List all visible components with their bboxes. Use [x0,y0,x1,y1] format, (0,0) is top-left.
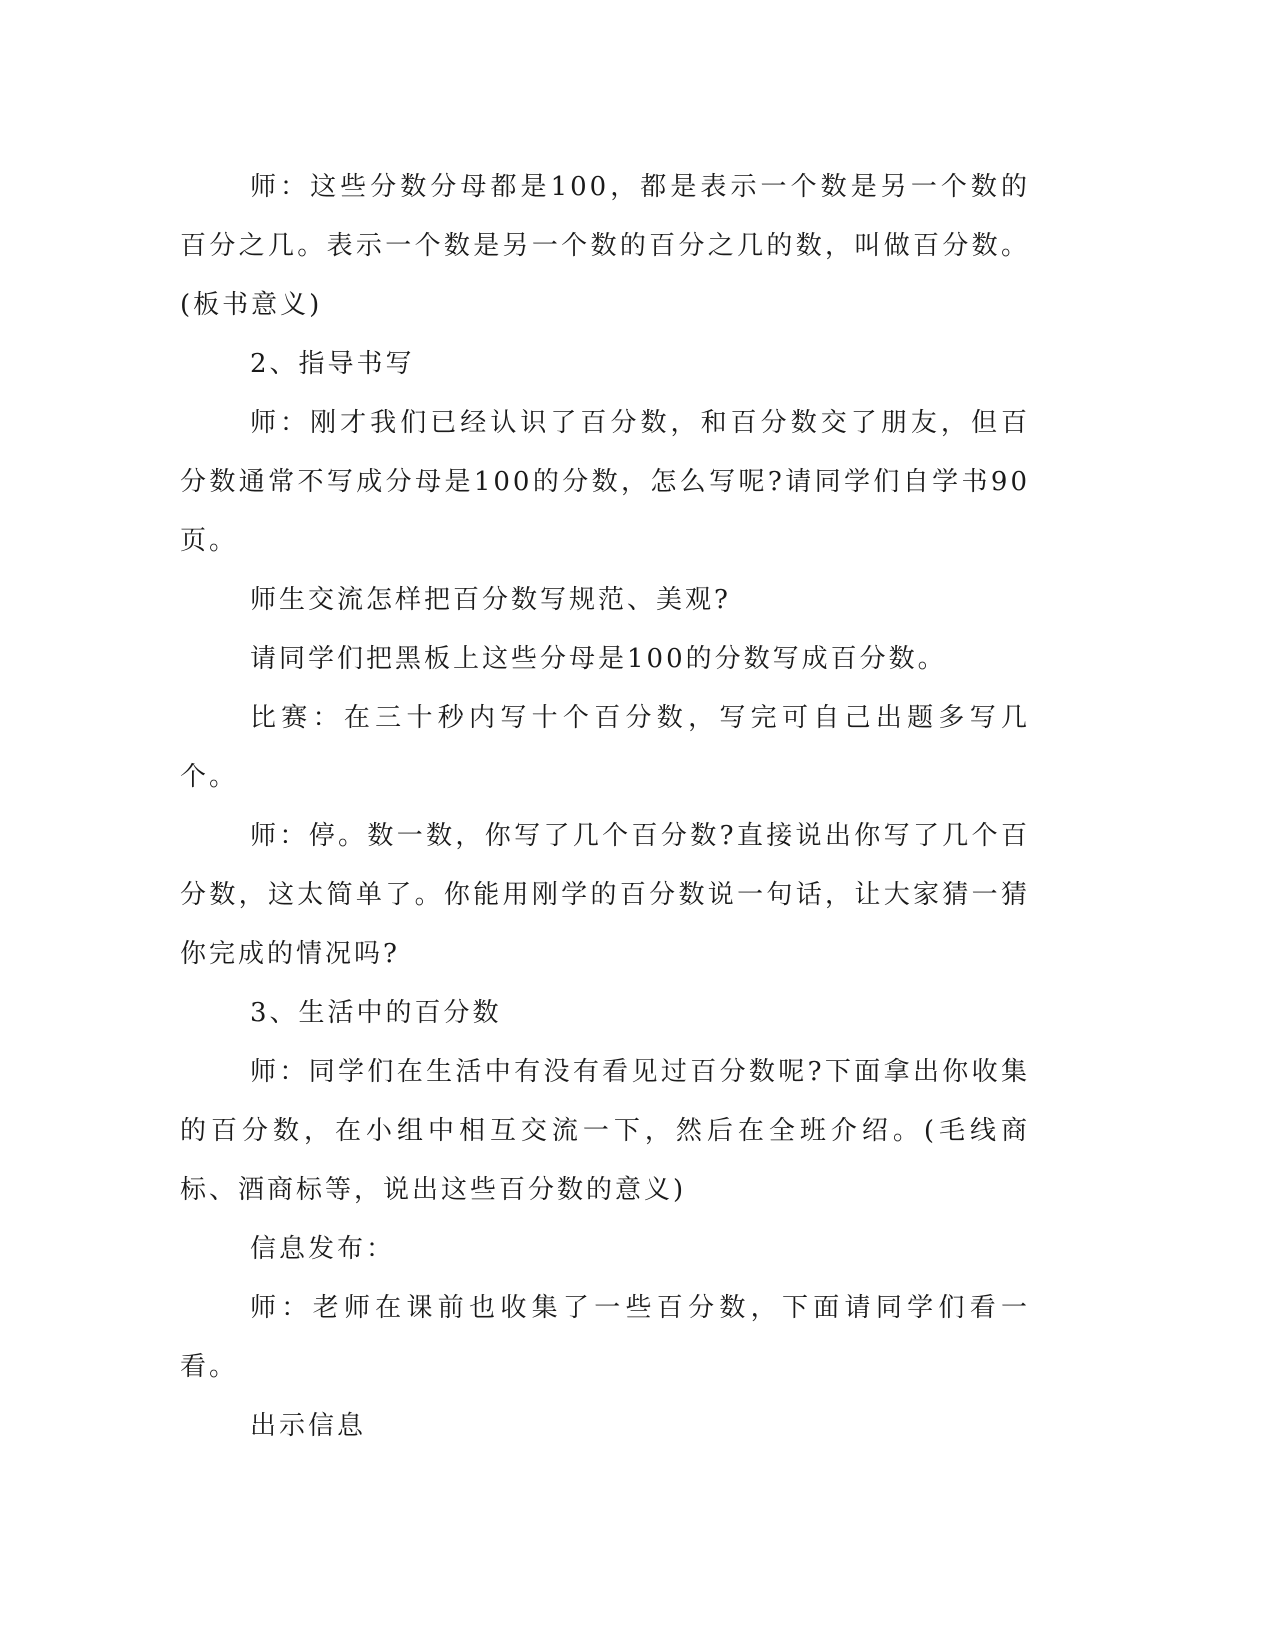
heading-everyday-percentages: 3、生活中的百分数 [250,998,502,1028]
paragraph-blackboard: 请同学们把黑板上这些分母是100的分数写成百分数。 [250,644,947,674]
paragraph-definition: 师：这些分数分母都是100，都是表示一个数是另一个数的百分之几。表示一个数是另一个数的百分之几的数，叫做百分数。(板书意义) [180,172,1030,320]
paragraph-info-release: 信息发布： [250,1234,396,1264]
paragraph-teacher-collection: 师：老师在课前也收集了一些百分数，下面请同学们看一看。 [180,1293,1030,1382]
paragraph-show-info: 出示信息 [250,1411,367,1441]
document-body [180,158,1030,1456]
paragraph-stop: 师：停。数一数，你写了几个百分数?直接说出你写了几个百分数，这太简单了。你能用刚学的百分数说一句话，让大家猜一猜你完成的情况吗? [180,821,1030,969]
paragraph-contest: 比赛：在三十秒内写十个百分数，写完可自己出题多写几个。 [180,703,1030,792]
paragraph-collection: 师：同学们在生活中有没有看见过百分数呢?下面拿出你收集的百分数，在小组中相互交流一下，然后在全班介绍。(毛线商标、酒商标等，说出这些百分数的意义) [180,1057,1030,1205]
paragraph-exchange: 师生交流怎样把百分数写规范、美观? [250,585,731,615]
heading-writing-guide: 2、指导书写 [250,349,415,379]
paragraph-how-to-write: 师：刚才我们已经认识了百分数，和百分数交了朋友，但百分数通常不写成分母是100的分数，怎么写呢?请同学们自学书90页。 [180,408,1030,556]
